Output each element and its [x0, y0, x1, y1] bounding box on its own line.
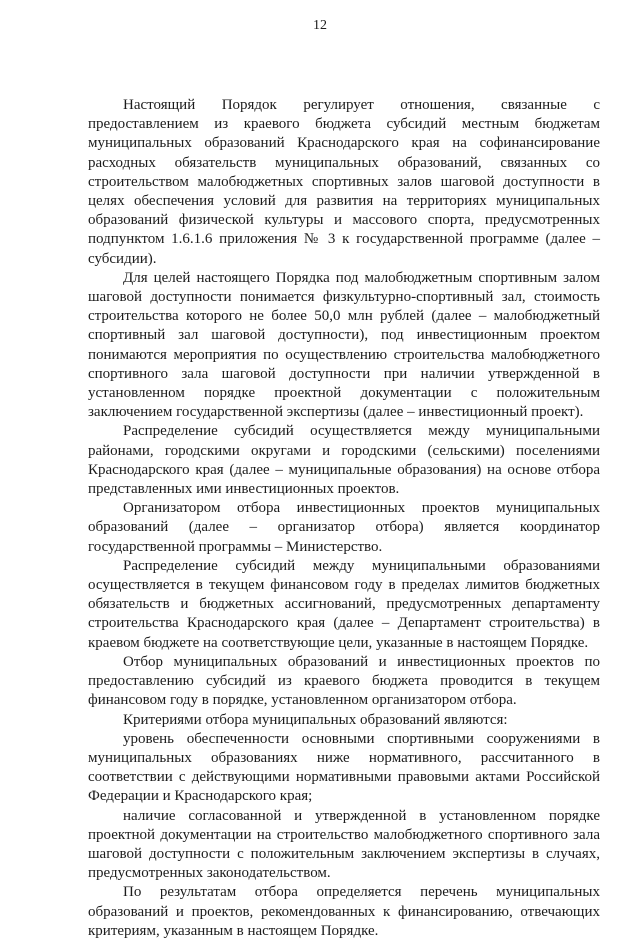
paragraph-definitions: Для целей настоящего Порядка под малобюджетным спортивным залом шаговой доступности понимается физкультурно-спортивный зал, стоимость строительства которого не более 50,0 млн рублей (далее – малобюджетный спортивный зал шаговой доступности), под инвестиционным проектом понимаются мероприятия по осуществлению строительства малобюджетного спортивного зала шаговой доступности при наличии утвержденной в установленном порядке проектной документации с положительным заключением государственной экспертизы (далее – инвестиционный проект).: [88, 269, 600, 421]
paragraph-selection-procedure: Отбор муниципальных образований и инвестиционных проектов по предоставлению субсидий из краевого бюджета проводится в текущем финансовом году в порядке, установленном организатором отбора.: [88, 653, 600, 709]
paragraph-criterion-project-documentation: наличие согласованной и утвержденной в установленном порядке проектной документации на строительство малобюджетного спортивного зала шаговой доступности с положительным заключением экспертизы в случаях, предусмотренных законодательством.: [88, 807, 600, 882]
paragraph-distribution-recipients: Распределение субсидий осуществляется между муниципальными районами, городскими округами и городскими (сельскими) поселениями Краснодарского края (далее – муниципальные образования) на основе отбора представленных ими инвестиционных проектов.: [88, 423, 600, 498]
page-number: 12: [313, 18, 327, 33]
paragraph-criterion-provision-level: уровень обеспеченности основными спортивными сооружениями в муниципальных образованиях ниже нормативного, рассчитанного в соответствии с действующими нормативными правовыми актами Российской Федерации и Краснодарского края;: [88, 730, 600, 805]
paragraph-distribution-limits: Распределение субсидий между муниципальными образованиями осуществляется в текущем финансовом году в пределах лимитов бюджетных обязательств и бюджетных ассигнований, предусмотренных департаменту строительства Краснодарского края (далее – Департамент строительства) в краевом бюджете на соответствующие цели, указанные в настоящем Порядке.: [88, 557, 600, 651]
paragraph-selection-organizer: Организатором отбора инвестиционных проектов муниципальных образований (далее – организатор отбора) является координатор государственной программы – Министерство.: [88, 500, 600, 555]
paragraph-subsidy-scope: Настоящий Порядок регулирует отношения, связанные с предоставлением из краевого бюджета субсидий местным бюджетам муниципальных образований Краснодарского края на софинансирование расходных обязательств муниципальных образований, связанных со строительством малобюджетных спортивных залов шаговой доступности в целях обеспечения условий для развития на территориях муниципальных образований физической культуры и массового спорта, предусмотренных подпунктом 1.6.1.6 приложения № 3 к государственной программе (далее – субсидии).: [88, 97, 600, 267]
document-body: [88, 96, 600, 941]
paragraph-criteria-heading: Критериями отбора муниципальных образований являются:: [123, 711, 508, 728]
paragraph-selection-results: По результатам отбора определяется перечень муниципальных образований и проектов, рекомендованных к финансированию, отвечающих критериям, указанным в настоящем Порядке.: [88, 884, 600, 939]
